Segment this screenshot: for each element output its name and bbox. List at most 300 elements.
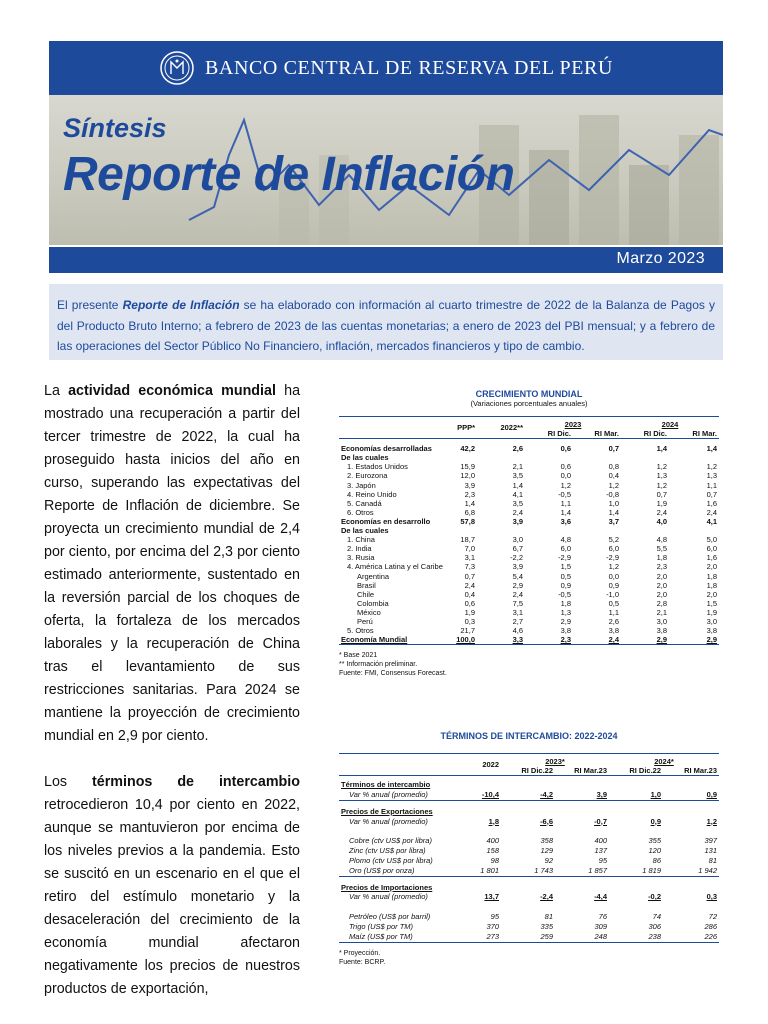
cell-value: 2,4 (608, 635, 619, 645)
cell-value: 4,8 (560, 535, 571, 545)
cell-value: 0,7 (706, 489, 717, 499)
cell-value: 98 (490, 855, 499, 865)
table-row (339, 462, 719, 471)
report-date: Marzo 2023 (616, 250, 705, 267)
cell-value (457, 776, 501, 790)
table-row (339, 590, 719, 599)
row-label: 3. Japón (347, 480, 376, 490)
cell-value: 3,6 (560, 516, 571, 526)
cell-value: 3,5 (512, 471, 523, 481)
cell-value: 2,6 (608, 616, 619, 626)
cell-value: 238 (648, 931, 661, 941)
cell-value: 226 (704, 931, 717, 941)
table-row (339, 553, 719, 562)
cell-value (609, 876, 663, 892)
row-label: México (357, 607, 381, 617)
table-row (339, 517, 719, 526)
cell-value (609, 776, 663, 790)
cell-value: 3,9 (512, 562, 523, 572)
table-row (339, 439, 719, 454)
cell-value: 355 (648, 836, 661, 846)
cell-value: 3,0 (512, 535, 523, 545)
table-row (339, 608, 719, 617)
cell-value (501, 800, 555, 816)
cell-value: 7,3 (464, 562, 475, 572)
cell-value: 1,2 (560, 480, 571, 490)
row-label: Plomo (ctv US$ por libra) (349, 855, 433, 865)
cell-value: 2,6 (512, 444, 523, 454)
cell-value: 1 819 (642, 865, 661, 875)
cell-value: 1 743 (534, 865, 553, 875)
cell-value: 0,4 (608, 471, 619, 481)
cell-value: 397 (704, 836, 717, 846)
cell-value: 6,0 (608, 544, 619, 554)
cell-value: 1,2 (656, 462, 667, 472)
cell-value: 2,4 (706, 507, 717, 517)
cell-value: 4,1 (512, 489, 523, 499)
table-row (339, 826, 719, 846)
cell-value (525, 453, 573, 462)
cell-value: 2,4 (512, 507, 523, 517)
table-row (339, 866, 719, 876)
cell-value: 0,0 (608, 571, 619, 581)
cell-value: 3,9 (596, 789, 607, 799)
cell-value (555, 800, 609, 816)
cell-value: 81 (544, 912, 553, 922)
cell-value: 4,0 (656, 516, 667, 526)
col-header-2023: 2023 (564, 420, 582, 429)
cell-value: 86 (652, 855, 661, 865)
cell-value: -0,5 (558, 589, 571, 599)
table1-title: CRECIMIENTO MUNDIAL (475, 389, 583, 399)
table-row (339, 471, 719, 480)
cell-value: 1,4 (560, 507, 571, 517)
terms-of-trade-table (339, 731, 719, 967)
cell-value: -2,4 (540, 892, 553, 902)
cell-value: 1,1 (608, 607, 619, 617)
cell-value (621, 453, 669, 462)
cell-value: 7,0 (464, 544, 475, 554)
cell-value (457, 876, 501, 892)
cell-value: 286 (704, 921, 717, 931)
intro-report-name: Reporte de Inflación (122, 298, 240, 312)
cell-value: -4,2 (540, 789, 553, 799)
cell-value: 309 (594, 921, 607, 931)
cell-value: 2,1 (656, 607, 667, 617)
cell-value: 131 (704, 846, 717, 856)
cell-value: 358 (540, 836, 553, 846)
cell-value: 1 942 (698, 865, 717, 875)
row-label: Brasil (357, 580, 376, 590)
cell-value (573, 453, 621, 462)
table-row (339, 508, 719, 517)
cell-value: 1,8 (656, 553, 667, 563)
cell-value (501, 776, 555, 790)
cell-value: 1,8 (706, 571, 717, 581)
cell-value: 0,9 (650, 816, 661, 826)
cell-value: 0,5 (560, 571, 571, 581)
table-row (339, 902, 719, 922)
cell-value: 72 (708, 912, 717, 922)
cell-value (555, 776, 609, 790)
cell-value: 2,1 (512, 462, 523, 472)
table-row (339, 776, 719, 790)
cell-value: 2,0 (656, 589, 667, 599)
row-label: Economía Mundial (341, 635, 408, 645)
table-row (339, 499, 719, 508)
row-label: 4. América Latina y el Caribe (347, 562, 443, 572)
cell-value: 1,0 (608, 498, 619, 508)
cell-value: 1,3 (706, 471, 717, 481)
cell-value: 12,0 (460, 471, 475, 481)
cell-value: -0,8 (606, 489, 619, 499)
cell-value: 95 (598, 855, 607, 865)
cell-value: 1,3 (560, 607, 571, 617)
cell-value: 5,2 (608, 535, 619, 545)
cell-value: 2,0 (656, 580, 667, 590)
body-paragraph-1: La actividad económica mundial ha mostrado una recuperación a partir del tercer trimestre de 2022, la cual ha proseguido hasta inicios del año en curso, superando las expectativas del Reporte de Inflación de diciembre. Se proyecta un crecimiento mundial de 2,4 por ciento, por encima del 2,3 por ciento estimado anteriormente, sustentado en la reversión parcial de los choques de oferta, la fortaleza de los mercados laborales y la recuperación de China tras el levantamiento de sus restricciones sanitarias. Para 2024 se mantiene la proyección de crecimiento mundial en 2,9 por ciento. (44, 383, 301, 744)
cell-value: 3,9 (464, 480, 475, 490)
cell-value: 4,8 (656, 535, 667, 545)
cell-value: 1,9 (464, 607, 475, 617)
report-title: Reporte de Inflación (63, 148, 515, 201)
cell-value: -2,2 (510, 553, 523, 563)
cell-value: -1,0 (606, 589, 619, 599)
table-row (339, 800, 719, 816)
cell-value: 0,7 (656, 489, 667, 499)
cell-value: 2,0 (656, 571, 667, 581)
world-growth-table (339, 389, 719, 678)
cell-value: 6,8 (464, 507, 475, 517)
cell-value: 1,4 (512, 480, 523, 490)
cell-value: -4,4 (594, 892, 607, 902)
cell-value: 0,7 (608, 444, 619, 454)
cell-value (669, 453, 719, 462)
date-bar (49, 247, 723, 273)
cell-value (621, 526, 669, 535)
cell-value: 1,4 (464, 498, 475, 508)
cell-value: 2,4 (656, 507, 667, 517)
cell-value: 15,9 (460, 462, 475, 472)
cell-value: 0,4 (464, 589, 475, 599)
col-header-ri-mar: RI Mar. (594, 429, 619, 439)
table-row (339, 535, 719, 544)
row-label: De las cuales (341, 526, 389, 536)
table-row (339, 572, 719, 581)
row-label: 4. Reino Unido (347, 489, 397, 499)
cell-value: 1,8 (706, 580, 717, 590)
cell-value: 0,8 (608, 462, 619, 472)
cell-value: 74 (652, 912, 661, 922)
table-row (339, 526, 719, 535)
cell-value: 2,4 (512, 589, 523, 599)
cell-value: 4,6 (512, 626, 523, 636)
cell-value (663, 876, 719, 892)
row-label: 2. Eurozona (347, 471, 388, 481)
cell-value: 1,4 (608, 507, 619, 517)
cell-value: 3,8 (608, 626, 619, 636)
cell-value: 2,9 (560, 616, 571, 626)
cell-value: 1,3 (656, 471, 667, 481)
row-label: Maíz (US$ por TM) (349, 931, 413, 941)
row-label: 1. Estados Unidos (347, 462, 408, 472)
row-label: Var % anual (promedio) (349, 816, 428, 826)
cell-value: 81 (708, 855, 717, 865)
cell-value: 2,9 (706, 635, 717, 645)
row-label: Cobre (ctv US$ por libra) (349, 836, 432, 846)
cell-value: 2,3 (464, 489, 475, 499)
cell-value: 1,2 (656, 480, 667, 490)
cell-value: -2,9 (606, 553, 619, 563)
cell-value: 1,1 (706, 480, 717, 490)
row-label: Perú (357, 616, 373, 626)
cell-value: 1,4 (656, 444, 667, 454)
cell-value: 158 (486, 846, 499, 856)
cell-value: 0,7 (464, 571, 475, 581)
table2-notes: * Proyección. Fuente: BCRP. (339, 949, 386, 966)
row-label: Precios de Exportaciones (341, 806, 433, 816)
cell-value: 6,0 (706, 544, 717, 554)
cell-value: 248 (594, 931, 607, 941)
cell-value: 3,0 (656, 616, 667, 626)
cell-value: 400 (486, 836, 499, 846)
cell-value (447, 526, 477, 535)
row-label: Precios de Importaciones (341, 882, 433, 892)
cell-value (501, 876, 555, 892)
cell-value: 5,5 (656, 544, 667, 554)
cell-value: 3,3 (512, 635, 523, 645)
cell-value (663, 800, 719, 816)
cell-value: 2,3 (656, 562, 667, 572)
cell-value: -10,4 (481, 789, 499, 799)
cell-value: 2,9 (512, 580, 523, 590)
cell-value: 5,0 (706, 535, 717, 545)
cell-value: 1,1 (560, 498, 571, 508)
col-header-ri-mar: RI Mar. (692, 429, 717, 439)
cell-value: 13,7 (484, 892, 499, 902)
cell-value: 3,1 (464, 553, 475, 563)
cell-value (663, 776, 719, 790)
row-label: Oro (US$ por onza) (349, 865, 415, 875)
table-row (339, 599, 719, 608)
cell-value: 259 (540, 931, 553, 941)
cell-value: -0,5 (558, 489, 571, 499)
bank-seal-icon (159, 50, 195, 86)
cell-value: 7,5 (512, 598, 523, 608)
cell-value: 100,0 (456, 635, 475, 645)
row-label: Economías desarrolladas (341, 444, 432, 454)
row-label: Argentina (357, 571, 390, 581)
cell-value: 273 (486, 931, 499, 941)
cell-value: 370 (486, 921, 499, 931)
row-label: Chile (357, 589, 375, 599)
cell-value: 0,9 (560, 580, 571, 590)
col-header-2022: 2022** (500, 423, 523, 433)
table2-title: TÉRMINOS DE INTERCAMBIO: 2022-2024 (440, 731, 618, 741)
cell-value: 1 801 (480, 865, 499, 875)
cell-value: 3,1 (512, 607, 523, 617)
cell-value (525, 526, 573, 535)
row-label: 1. China (347, 535, 375, 545)
table-row (339, 856, 719, 866)
cell-value: 3,0 (706, 616, 717, 626)
table1-notes: * Base 2021 ** Información preliminar. Fuente: FMI, Consensus Forecast. (339, 652, 447, 678)
bank-name: BANCO CENTRAL DE RESERVA DEL PERÚ (204, 56, 614, 79)
cell-value: 2,4 (464, 580, 475, 590)
row-label: 3. Rusia (347, 553, 375, 563)
cell-value: 42,2 (460, 444, 475, 454)
table1-grid (339, 416, 719, 645)
cell-value: 5,4 (512, 571, 523, 581)
cell-value: -6,6 (540, 816, 553, 826)
cell-value: 335 (540, 921, 553, 931)
cell-value: 3,8 (560, 626, 571, 636)
cell-value: 137 (594, 846, 607, 856)
cell-value: -0,7 (594, 816, 607, 826)
table-row (339, 790, 719, 800)
cell-value: 1,8 (560, 598, 571, 608)
table-row (339, 490, 719, 499)
cell-value: -2,9 (558, 553, 571, 563)
cell-value: 120 (648, 846, 661, 856)
table-row (339, 562, 719, 571)
table-row (339, 481, 719, 490)
cell-value: 129 (540, 846, 553, 856)
cell-value: 76 (598, 912, 607, 922)
header-bar (49, 41, 723, 95)
cell-value: 2,0 (706, 562, 717, 572)
table-row (339, 817, 719, 827)
cell-value: 57,8 (460, 516, 475, 526)
col-header-2024: 2024 (661, 420, 679, 429)
row-label: Var % anual (promedio) (349, 789, 428, 799)
table-row (339, 617, 719, 626)
kicker-title: Síntesis (63, 113, 167, 143)
cell-value (555, 876, 609, 892)
table-row (339, 892, 719, 902)
table-row (339, 581, 719, 590)
cell-value: 18,7 (460, 535, 475, 545)
cell-value: 1,5 (560, 562, 571, 572)
cell-value: 2,0 (706, 589, 717, 599)
row-label: Términos de intercambio (341, 780, 431, 790)
row-label: Economías en desarrollo (341, 516, 431, 526)
cell-value (457, 800, 501, 816)
cell-value: 2,8 (656, 598, 667, 608)
col-header-2022: 2022 (482, 760, 499, 770)
cell-value: 3,9 (512, 516, 523, 526)
cell-value: 0,9 (608, 580, 619, 590)
table1-subtitle: (Variaciones porcentuales anuales) (470, 399, 588, 408)
table-row (339, 635, 719, 645)
cell-value: 1 857 (588, 865, 607, 875)
cell-value: 0,6 (560, 444, 571, 454)
col-header-2024: 2024* (654, 757, 674, 766)
cell-value: 1,2 (706, 462, 717, 472)
cell-value: 0,5 (608, 598, 619, 608)
row-label: Petróleo (US$ por barril) (349, 912, 431, 922)
cell-value: 1,9 (706, 607, 717, 617)
table-row (339, 846, 719, 856)
row-label: Var % anual (promedio) (349, 892, 428, 902)
cell-value (447, 453, 477, 462)
cell-value: 1,6 (706, 498, 717, 508)
cell-value: 21,7 (460, 626, 475, 636)
col-header-2023: 2023* (545, 757, 565, 766)
row-label: De las cuales (341, 453, 389, 463)
cell-value: 6,7 (512, 544, 523, 554)
cell-value: 0,9 (706, 789, 717, 799)
cell-value (573, 526, 621, 535)
cell-value: 0,3 (706, 892, 717, 902)
cell-value: -0,2 (648, 892, 661, 902)
row-label: 6. Otros (347, 507, 374, 517)
cell-value: 2,3 (560, 635, 571, 645)
cell-value: 95 (490, 912, 499, 922)
cell-value: 92 (544, 855, 553, 865)
body-text (44, 380, 300, 1024)
cell-value (609, 800, 663, 816)
table2-grid: 2022 2023* 2024* RI Dic.22 RI Mar.23 RI Dic.22 RI Mar.23 Términos de intercambio Var % anual (promedio) -10,4 -4,2 3,9 1,0 0,9 Precios de Exportaciones Var % anual (promedio) 1,8 -6,6 -0,7 0,9 1,2 Cobre (ctv US$ por libra) 400 358 400 355 397 Zinc (ctv US$ por libra) 158 129 137 120 131 Plomo (ctv US$ por libra) 98 92 95 86 81 Oro (US$ por onza) 1 801 1 743 1 857 1 819 1 942 Precios de Importaciones Var % anual (promedio) 13,7 -2,4 -4,4 -0,2 0,3 Petróleo (US$ por barril) 95 81 76 74 72 Trigo (US$ por TM) 370 335 309 306 286 Maíz (US$ por TM) 273 259 248 238 226 (339, 753, 719, 943)
table-row (339, 932, 719, 942)
cell-value: 0,6 (464, 598, 475, 608)
cell-value: 400 (594, 836, 607, 846)
table-row (339, 922, 719, 932)
cell-value: 1,0 (650, 789, 661, 799)
cell-value: 1,9 (656, 498, 667, 508)
row-label: 5. Canadá (347, 498, 382, 508)
cell-value: 1,4 (706, 444, 717, 454)
cell-value: 3,8 (706, 626, 717, 636)
cell-value: 1,2 (706, 816, 717, 826)
cell-value: 0,6 (560, 462, 571, 472)
row-label: Colombia (357, 598, 389, 608)
cell-value: 1,2 (608, 480, 619, 490)
table-row (339, 626, 719, 635)
cell-value (477, 526, 525, 535)
cell-value: 3,5 (512, 498, 523, 508)
cell-value: 4,1 (706, 516, 717, 526)
cell-value: 3,8 (656, 626, 667, 636)
title-banner (49, 95, 723, 245)
table-row (339, 544, 719, 553)
cell-value: 3,7 (608, 516, 619, 526)
row-label: 5. Otros (347, 626, 374, 636)
body-paragraph-2: Los términos de intercambio retrocedieron 10,4 por ciento en 2022, aunque se mantuvieron por encima de los niveles previos a la pandemia. Esto se suscitó en un escenario en el que el retiro del estímulo monetario y la desaceleración del crecimiento de la economía mundial afectaron negativamente los precios de nuestros productos de exportación, (44, 774, 300, 997)
cell-value: 2,9 (656, 635, 667, 645)
col-header-ri-dic: RI Dic. (547, 429, 571, 439)
cell-value: 6,0 (560, 544, 571, 554)
cell-value: 306 (648, 921, 661, 931)
row-label: Zinc (ctv US$ por libra) (349, 846, 426, 856)
cell-value: 1,8 (488, 816, 499, 826)
table-row (339, 453, 719, 462)
intro-paragraph: El presente Reporte de Inflación se ha elaborado con información al cuarto trimestre de 2022 de la Balanza de Pagos y del Producto Bruto Interno; a febrero de 2023 de las cuentas monetarias; a enero de 2023 del PBI mensual; y a febrero de las operaciones del Sector Público No Financiero, inflación, mercados financieros y tipo de cambio. (57, 298, 715, 353)
intro-box (49, 284, 723, 360)
cell-value (477, 453, 525, 462)
row-label: 2. India (347, 544, 372, 554)
cell-value: 0,3 (464, 616, 475, 626)
row-label: Trigo (US$ por TM) (349, 921, 414, 931)
cell-value: 1,5 (706, 598, 717, 608)
col-header-ppp: PPP* (457, 423, 475, 433)
cell-value: 1,6 (706, 553, 717, 563)
col-header-ri-dic: RI Dic. (643, 429, 667, 439)
cell-value: 1,2 (608, 562, 619, 572)
table-row (339, 876, 719, 892)
cell-value: 0,0 (560, 471, 571, 481)
cell-value (669, 526, 719, 535)
